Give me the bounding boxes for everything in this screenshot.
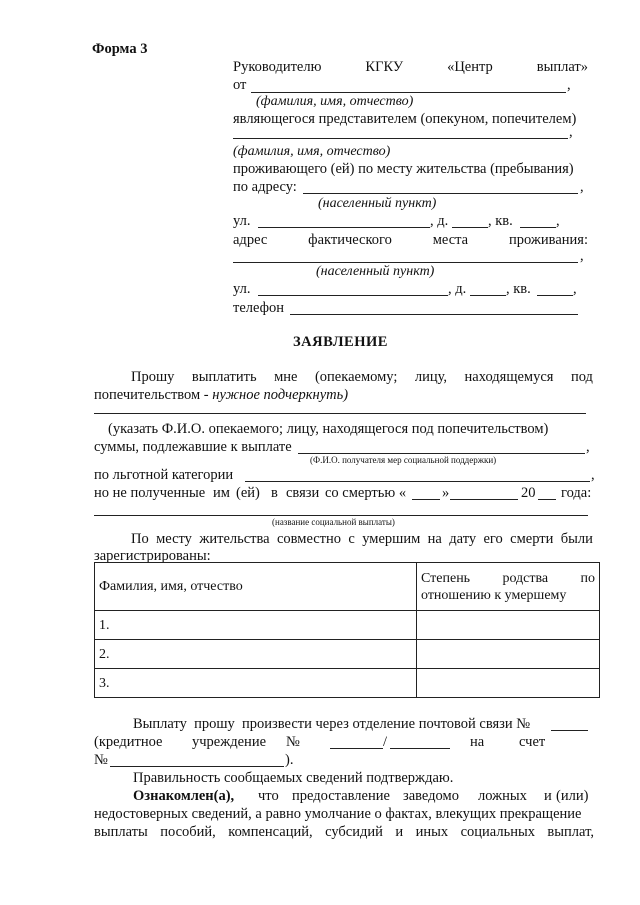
recipient-hint: (Ф.И.О. получателя мер социальной поддержки): [310, 455, 497, 465]
request-word: (опекаемому;: [314, 369, 398, 385]
credit-word: (кредитное: [94, 734, 163, 750]
kinship-cell[interactable]: [417, 640, 600, 669]
actual-address-line: [233, 231, 588, 249]
acquainted-word: выплаты: [94, 824, 148, 840]
cohabit-line-2: зарегистрированы:: [94, 548, 211, 564]
acquainted-word: социальных: [460, 824, 535, 840]
street-2-line[interactable]: [258, 295, 448, 296]
house-2-line[interactable]: [470, 295, 506, 296]
not-received-word: им: [213, 485, 230, 501]
payment-hint: (название социальной выплаты): [272, 517, 395, 527]
account-suffix: ).: [285, 752, 294, 768]
actual-comma: ,: [580, 248, 584, 264]
address-line[interactable]: [303, 193, 578, 194]
house-1-prefix: , д.: [430, 213, 449, 229]
not-received-word: со смертью «: [325, 485, 407, 501]
cohabit-word: умершим: [362, 531, 421, 547]
kinship-word: по: [580, 570, 595, 586]
death-year-line[interactable]: [538, 499, 556, 500]
row-number[interactable]: 2.: [95, 640, 417, 669]
end-2: ,: [573, 281, 577, 297]
row-number[interactable]: 3.: [95, 669, 417, 698]
street-2-prefix: ул.: [233, 281, 251, 297]
acquainted-word: что: [258, 788, 279, 804]
col-kinship-header: [417, 563, 600, 611]
request-word: выплатить: [191, 369, 257, 385]
not-received-word: 20: [521, 485, 536, 501]
confirm-text: Правильность сообщаемых сведений подтверждаю.: [133, 770, 454, 786]
flat-1-line[interactable]: [520, 227, 556, 228]
not-received-word: но не полученные: [94, 485, 206, 501]
cohabit-word: жительства: [199, 531, 270, 547]
cohabit-word: совместно: [276, 531, 342, 547]
sums-line[interactable]: [298, 453, 585, 454]
payment-method-text: Выплату прошу произвести через отделение почтовой связи №: [133, 716, 531, 732]
acquainted-line-3: [94, 823, 594, 841]
document-title: ЗАЯВЛЕНИЕ: [293, 334, 388, 350]
cohabit-word: были: [560, 531, 593, 547]
request-word: под: [570, 369, 593, 385]
request-word: мне: [274, 369, 298, 385]
not-received-word: »: [442, 485, 450, 501]
acquainted-word: заведомо: [403, 788, 459, 804]
table-row: [95, 611, 600, 640]
actual-address-word: проживания:: [508, 232, 588, 248]
credit-word: учреждение: [192, 734, 267, 750]
table-row: [95, 669, 600, 698]
cohabit-word: дату: [449, 531, 477, 547]
kinship-cell[interactable]: [417, 611, 600, 640]
fio-hint-2: (фамилия, имя, отчество): [233, 144, 391, 159]
not-received-word: года:: [561, 485, 592, 501]
category-text: по льготной категории: [94, 467, 234, 483]
acquainted-line-1: [133, 787, 593, 805]
fio-hint-1: (фамилия, имя, отчество): [256, 94, 414, 109]
request-line-1: [131, 368, 593, 386]
house-2-prefix: , д.: [448, 281, 467, 297]
cohabit-word: с: [348, 531, 355, 547]
credit-institution-line[interactable]: [330, 748, 383, 749]
house-1-line[interactable]: [452, 227, 488, 228]
sums-text: суммы, подлежавшие к выплате: [94, 439, 292, 455]
not-received-word: связи: [286, 485, 320, 501]
death-day-line[interactable]: [412, 499, 440, 500]
request-line-2-text: попечительством -: [94, 387, 213, 403]
address-prefix: по адресу:: [233, 179, 297, 195]
acquainted-word: иных: [415, 824, 449, 840]
credit-word: /: [383, 734, 388, 750]
flat-1-prefix: , кв.: [488, 213, 513, 229]
acquainted-line-2: недостоверных сведений, а равно умолчание о фактах, влекущих прекращение: [94, 806, 582, 822]
acquainted-word: пособий,: [160, 824, 216, 840]
underline-hint: нужное подчеркнуть): [212, 387, 349, 403]
addressee-word: выплат»: [536, 59, 588, 75]
credit-word: №: [286, 734, 300, 750]
locality-hint-2: (населенный пункт): [316, 264, 435, 279]
flat-2-prefix: , кв.: [506, 281, 531, 297]
cohabit-word: смерти: [510, 531, 554, 547]
form-label: Форма 3: [92, 41, 148, 57]
representative-fio-line[interactable]: [233, 138, 568, 139]
sums-comma: ,: [586, 439, 590, 455]
cohabit-word: месту: [156, 531, 192, 547]
acquainted-word: предоставление: [292, 788, 390, 804]
cohabit-line-1: [131, 530, 593, 548]
ward-fio-line[interactable]: [94, 413, 586, 414]
acquainted-word: (или): [556, 788, 589, 804]
not-received-word: (ей): [236, 485, 260, 501]
table-header-row: [95, 563, 600, 611]
actual-address-word: фактического: [308, 232, 392, 248]
residing-text: проживающего (ей) по месту жительства (пребывания): [233, 161, 574, 177]
acquainted-word: и: [544, 788, 552, 804]
col-fio-header: Фамилия, имя, отчество: [95, 563, 417, 611]
addressee-word: КГКУ: [365, 59, 404, 75]
acquainted-word: выплат,: [547, 824, 594, 840]
street-1-line[interactable]: [258, 227, 430, 228]
cohabit-word: на: [427, 531, 442, 547]
payment-name-line[interactable]: [94, 515, 588, 516]
addressee-line: [233, 58, 588, 76]
from-prefix: от: [233, 77, 247, 93]
credit-branch-line[interactable]: [390, 748, 450, 749]
phone-prefix: телефон: [233, 300, 285, 316]
kinship-word: Степень: [421, 570, 471, 586]
kinship-cell[interactable]: [417, 669, 600, 698]
cohabitants-table: [94, 562, 600, 698]
request-word: лицу,: [414, 369, 448, 385]
specify-hint: (указать Ф.И.О. опекаемого; лицу, находящегося под попечительством): [108, 421, 549, 437]
acquainted-word: и: [395, 824, 404, 840]
actual-address-word: адрес: [233, 232, 268, 248]
actual-address-word: места: [432, 232, 469, 248]
kinship-header-line-1: [421, 570, 595, 587]
credit-word: на: [470, 734, 485, 750]
credit-word: счет: [519, 734, 546, 750]
row-number[interactable]: 1.: [95, 611, 417, 640]
account-line[interactable]: [110, 766, 284, 767]
table-row: [95, 640, 600, 669]
death-month-line[interactable]: [450, 499, 518, 500]
cohabit-word: По: [131, 531, 149, 547]
street-1-prefix: ул.: [233, 213, 251, 229]
category-line[interactable]: [245, 481, 590, 482]
not-received-line: [94, 484, 594, 502]
request-word: Прошу: [131, 369, 175, 385]
cohabit-word: его: [483, 531, 503, 547]
kinship-word: родства: [502, 570, 549, 586]
acquainted-word: ложных: [478, 788, 527, 804]
account-prefix: №: [94, 752, 108, 768]
flat-2-line[interactable]: [537, 295, 573, 296]
representative-text: являющегося представителем (опекуном, попечителем): [233, 111, 577, 127]
acquainted-bold: Ознакомлен(а),: [133, 788, 235, 804]
acquainted-word: компенсаций,: [228, 824, 313, 840]
request-line-2: [94, 386, 348, 404]
post-office-line[interactable]: [551, 730, 588, 731]
request-word: находящемуся: [464, 369, 554, 385]
acquainted-word: субсидий: [325, 824, 383, 840]
addressee-word: Руководителю: [233, 59, 322, 75]
addressee-word: «Центр: [447, 59, 493, 75]
address-comma: ,: [580, 179, 584, 195]
from-comma: ,: [567, 77, 571, 93]
phone-line[interactable]: [290, 314, 578, 315]
kinship-header-line-2: отношению к умершему: [421, 587, 567, 603]
not-received-word: в: [271, 485, 278, 501]
rep-comma: ,: [569, 124, 573, 140]
category-comma: ,: [591, 467, 595, 483]
end-1: ,: [556, 213, 560, 229]
locality-hint-1: (населенный пункт): [318, 196, 437, 211]
